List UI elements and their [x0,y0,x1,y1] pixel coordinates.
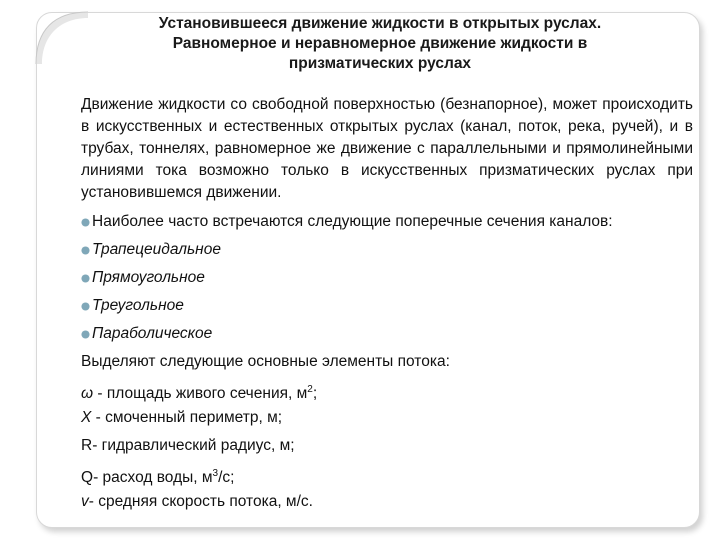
bullet-text: Наиболее часто встречаются следующие поперечные сечения каналов: [92,213,613,230]
element-sup: 3 [212,468,219,479]
element-row [81,404,693,432]
bullet-icon [81,218,90,227]
slide-title [100,14,660,74]
element-desc: - смоченный периметр, м; [91,409,283,426]
bullet-text: Прямоугольное [92,269,205,286]
title-line-2: Равномерное и неравномерное движение жидкости в [172,35,588,52]
element-sup: 2 [307,384,313,395]
bullet-icon [81,246,90,255]
element-symbol: R [81,437,93,454]
title-line-1: Установившееся движение жидкости в открытых руслах. [158,15,602,32]
element-symbol: ω [81,385,94,403]
element-symbol: v [81,493,89,510]
bullet-text: Параболическое [92,325,213,342]
element-symbol: Χ [81,409,92,426]
element-desc: - средняя скорость потока, м/с. [88,493,313,510]
page-curl-decoration [34,10,90,66]
element-symbol: Q [81,469,94,487]
title-line-3: призматических руслах [288,55,472,72]
element-desc: - расход воды, м [93,469,213,487]
list-item [81,320,693,348]
list-item [81,208,693,236]
list-item [81,292,693,320]
element-row [81,376,693,404]
bullet-text: Трапецеидальное [92,241,221,258]
bullet-text: Треугольное [92,297,184,314]
element-desc: - площадь живого сечения, м [93,385,308,403]
intro-paragraph: Движение жидкости со свободной поверхностью (безнапорное), может происходить в искусственных и естественных открытых руслах (канал, поток, река, ручей), и в трубах, тоннелях, равномерное же движение с параллельными и прямолинейными линиями тока возможно только в искусственных призматических руслах при установившемся движении. [81,96,693,201]
elements-heading: Выделяют следующие основные элементы потока: [81,353,450,370]
element-row [81,488,693,516]
list-item [81,236,693,264]
bullet-icon [81,302,90,311]
element-row [81,432,693,460]
bullet-icon [81,274,90,283]
list-item [81,264,693,292]
bullet-icon [81,330,90,339]
element-tail: ; [312,385,318,403]
element-desc: - гидравлический радиус, м; [92,437,295,454]
slide-body [81,94,693,516]
element-tail: /с; [218,469,235,487]
element-row [81,460,693,488]
